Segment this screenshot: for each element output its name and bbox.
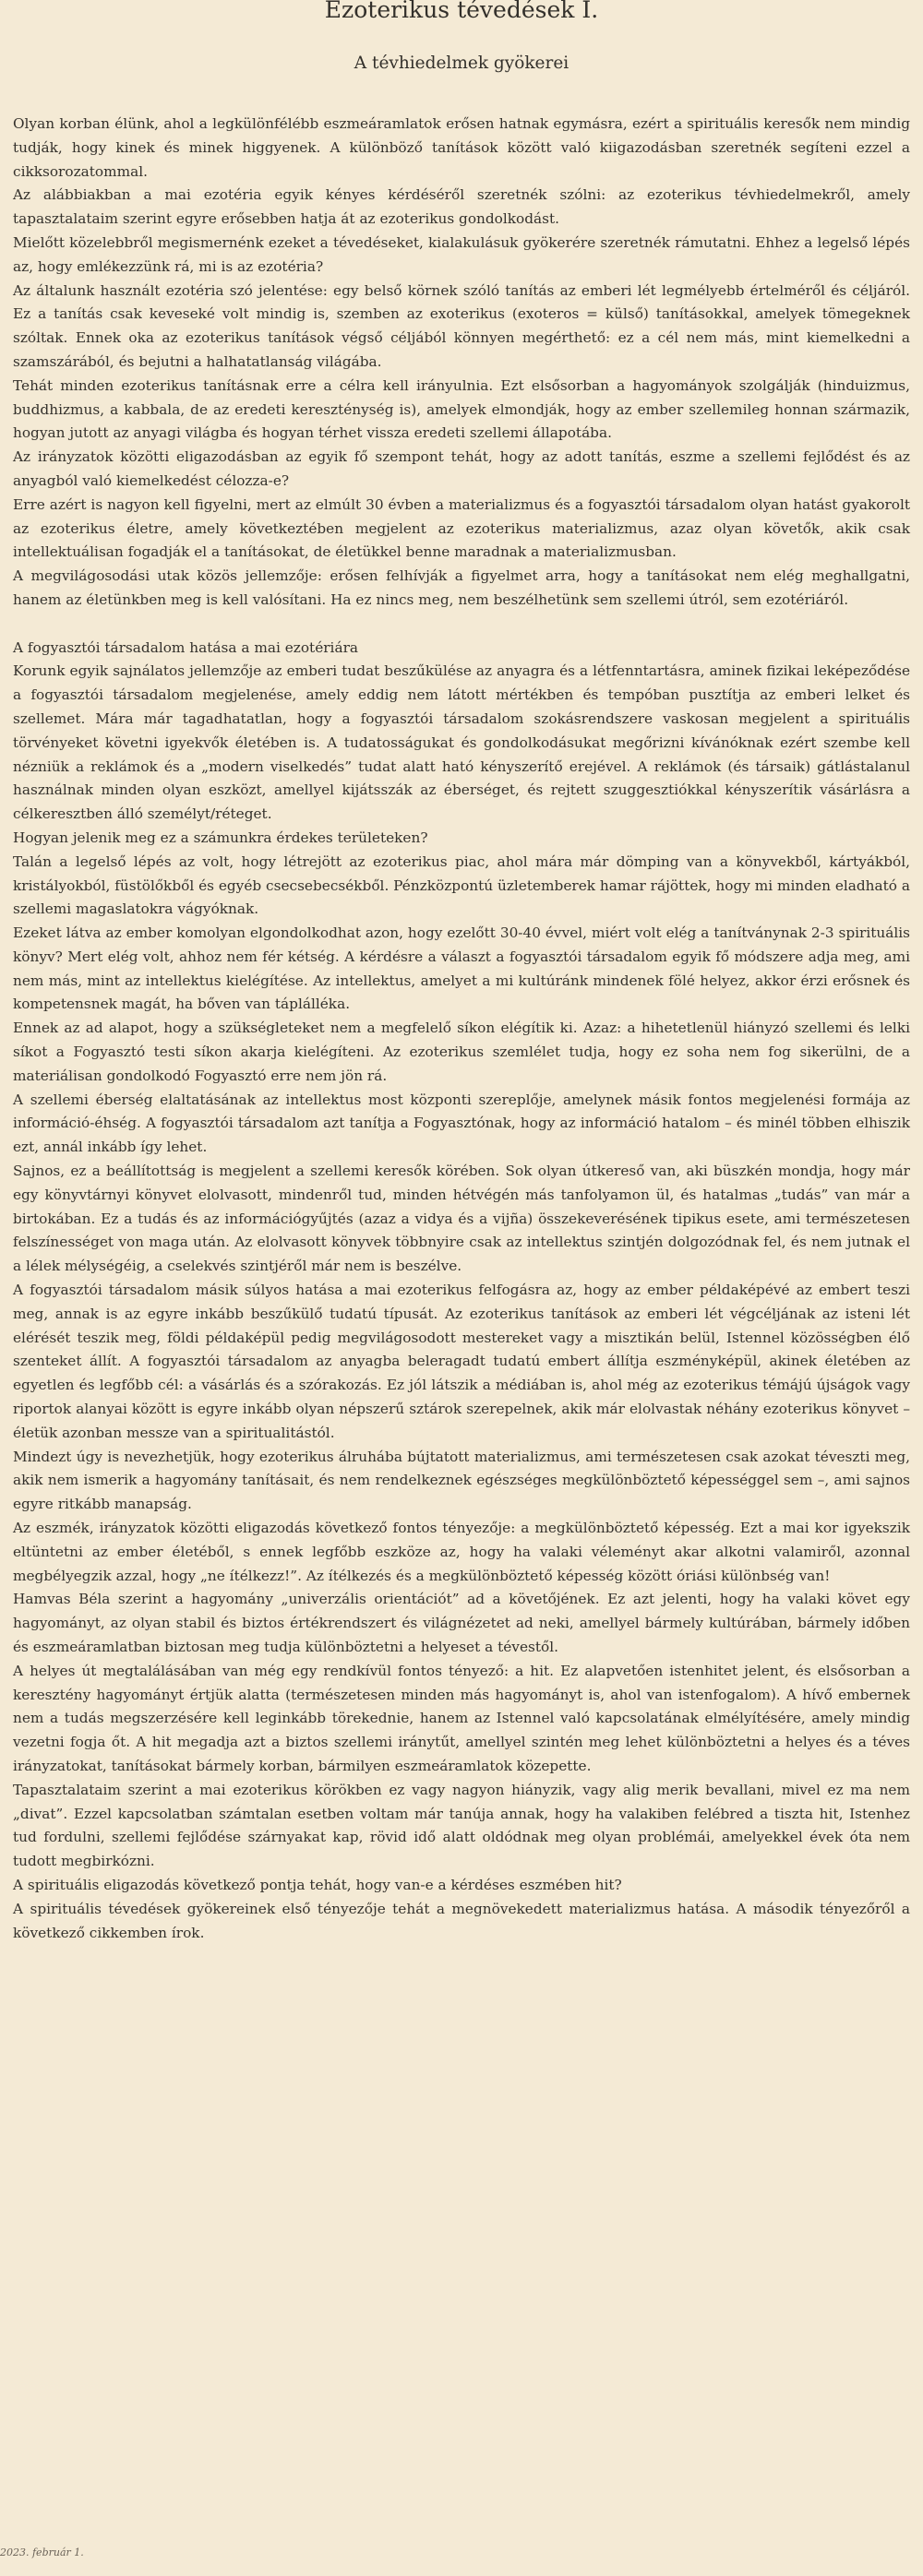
paragraph: A helyes út megtalálásában van még egy rendkívül fontos tényező: a hit. Ez alapvetően istenhitet jelent, és elsősorban a keresztény hagyományt értjük alatta (természetesen minden más hagyományt is, ahol van istenfogalom). A hívő embernek nem a tudás megszerzésére kell leginkább törekednie, hanem az Istennel való kapcsolatának elmélyítésére, amely mindig vezetni fogja őt. A hit megadja azt a biztos szellemi iránytűt, amellyel szintén meg lehet különböztetni a helyes és a téves irányzatokat, tanításokat bármely korban, bármilyen eszmeáramlatok közepette. [13,1662,910,1774]
paragraph: Ezeket látva az ember komolyan elgondolkodhat azon, hogy ezelőtt 30-40 évvel, miért volt elég a tanítványnak 2-3 spirituális könyv? Mert elég volt, ahhoz nem fér kétség. A kérdésre a választ a fogyasztói társadalom egyik fő módszere adja meg, ami nem más, mint az intellektus kielégítése. Az intellektus, amelyet a mi kultúránk mindenek fölé helyez, akkor érzi erősnek és kompetensnek magát, ha bőven van táplálléka. [13,924,910,1013]
paragraph: A spirituális eligazodás következő pontja tehát, hogy van-e a kérdéses eszmében hit? [13,1876,622,1893]
page-subtitle: A tévhiedelmek gyökerei [354,54,569,73]
paragraph: Olyan korban élünk, ahol a legkülönfélébb eszmeáramlatok erősen hatnak egymásra, ezért a spirituális keresők nem mindig tudják, hogy kinek és minek higgyenek. A különböző tanítások között való kiigazodásban szeretnék segíteni ezzel a cikksorozatommal. [13,115,910,180]
paragraph: Talán a legelső lépés az volt, hogy létrejött az ezoterikus piac, ahol mára már dömping van a könyvekből, kártyákból, kristályokból, füstölőkből és egyéb csecsebecsékből. Pénzközpontú üzletemberek hamar rájöttek, hogy mi minden eladható a szellemi magaslatokra vágyóknak. [13,853,910,918]
paragraph: Az irányzatok közötti eligazodásban az egyik fő szempont tehát, hogy az adott tanítás, eszme a szellemi fejlődést és az anyagból való kiemelkedést célozza-e? [13,448,910,489]
paragraph: Mindezt úgy is nevezhetjük, hogy ezoterikus álruhába bújtatott materializmus, ami természetesen csak azokat téveszti meg, akik nem ismerik a hagyomány tanításait, és nem rendelkeznek egészséges megkülönböztető képességgel sem –, ami sajnos egyre ritkább manapság. [13,1448,910,1513]
paragraph: Az általunk használt ezotéria szó jelentése: egy belső körnek szóló tanítás az emberi lét legmélyebb értelméről és céljáról. Ez a tanítás csak keveseké volt mindig is, szemben az exoterikus (exoteros = külső) tanításokkal, amelyek tömegeknek szóltak. Ennek oka az ezoterikus tanítások végső céljából könnyen megérthető: ez a cél nem más, mint kiemelkedni a szamszárából, és bejutni a halhatatlanság világába. [13,281,910,370]
paragraph: A megvilágosodási utak közös jellemzője: erősen felhívják a figyelmet arra, hogy a tanításokat nem elég meghallgatni, hanem az életünkben meg is kell valósítani. Ha ez nincs meg, nem beszélhetünk sem szellemi útról, sem ezotériáról. [13,567,910,608]
paragraph: Hogyan jelenik meg ez a számunkra érdekes területeken? [13,829,428,846]
paragraph: Az alábbiakban a mai ezotéria egyik kényes kérdéséről szeretnék szólni: az ezoterikus tévhiedelmekről, amely tapasztalataim szerint egyre erősebben hatja át az ezoterikus gondolkodást. [13,186,910,228]
paragraph: A spirituális tévedések gyökereinek első tényezője tehát a megnövekedett materializmus hatása. A második tényezőről a következő cikkemben írok. [13,1900,910,1941]
paragraph: Mielőtt közelebbről megismernénk ezeket a tévedéseket, kialakulásuk gyökerére szeretnék rámutatni. Ehhez a legelső lépés az, hogy emlékezzünk rá, mi is az ezotéria? [13,233,910,275]
publish-date: 2023. február 1. [0,2546,84,2558]
section-heading: A fogyasztói társadalom hatása a mai ezotériára [13,638,358,656]
article-body [13,113,910,1945]
paragraph: Tehát minden ezoterikus tanításnak erre a célra kell irányulnia. Ezt elsősorban a hagyományok szolgálják (hinduizmus, buddhizmus, a kabbala, de az eredeti kereszténység is), amelyek elmondják, hogy az ember szellemileg honnan származik, hogyan jutott az anyagi világba és hogyan térhet vissza eredeti szellemi állapotába. [13,376,910,442]
paragraph: A szellemi éberség elaltatásának az intellektus most központi szereplője, amelynek másik fontos megjelenési formája az információ-éhség. A fogyasztói társadalom azt tanítja a Fogyasztónak, hogy az információ hatalom – és minél többen elhiszik ezt, annál inkább így lehet. [13,1091,910,1156]
page-title: Ezoterikus tévedések I. [324,0,599,23]
paragraph: Ennek az ad alapot, hogy a szükségleteket nem a megfelelő síkon elégítik ki. Azaz: a hihetetlenül hiányzó szellemi és lelki síkot a Fogyasztó testi síkon akarja kielégíteni. Az ezoterikus szemlélet tudja, hogy ez soha nem fog sikerülni, de a materiálisan gondolkodó Fogyasztó erre nem jön rá. [13,1020,910,1084]
paragraph: Tapasztalataim szerint a mai ezoterikus körökben ez vagy nagyon hiányzik, vagy alig merik bevallani, mivel ez ma nem „divat”. Ezzel kapcsolatban számtalan esetben voltam már tanúja annak, hogy ha valakiben felébred a tiszta hit, Istenhez tud fordulni, szellemi fejlődése szárnyakat kap, rövid idő alatt oldódnak meg olyan problémái, amelyekkel évek óta nem tudott megbirkózni. [13,1781,910,1870]
section-spacer [13,613,910,637]
paragraph: Korunk egyik sajnálatos jellemzője az emberi tudat beszűkülése az anyagra és a létfenntartásra, aminek fizikai leképeződése a fogyasztói társadalom megjelenése, amely eddig nem látott mértékben és tempóban pusztítja az emberi lelket és szellemet. Mára már tagadhatatlan, hogy a fogyasztói társadalom szokásrendszere vaskosan megjelent a spirituális törvényeket követni igyekvők életében is. A tudatosságukat és gondolkodásukat megőrizni kívánóknak ezért szembe kell nézniük a reklámok és a „modern viselkedés” tudat alatt ható kényszerítő erejével. A reklámok (és társaik) gátlástalanul használnak minden olyan eszközt, amellyel kijátsszák az éberséget, és rejtett szuggesztiókkal kényszerítik vásárlásra a célkeresztben álló személyt/réteget. [13,662,910,823]
paragraph: Az eszmék, irányzatok közötti eligazodás következő fontos tényezője: a megkülönböztető képesség. Ezt a mai kor igyekszik eltüntetni az ember életéből, s ennek legfőbb eszköze az, hogy ha valaki véleményt akar alkotni valamiről, azonnal megbélyegzik azzal, hogy „ne ítélkezz!”. Az ítélkezés és a megkülönböztető képesség között óriási különbség van! [13,1520,910,1584]
paragraph: Erre azért is nagyon kell figyelni, mert az elmúlt 30 évben a materializmus és a fogyasztói társadalom olyan hatást gyakorolt az ezoterikus életre, amely következtében megjelent az ezoterikus materializmus, azaz olyan követők, akik csak intellektuálisan fogadják el a tanításokat, de életükkel benne maradnak a materializmusban. [13,495,910,561]
paragraph: Sajnos, ez a beállítottság is megjelent a szellemi keresők körében. Sok olyan útkereső van, aki büszkén mondja, hogy már egy könyvtárnyi könyvet elolvasott, mindenről tud, minden hétvégén más tanfolyamon ül, és hatalmas „tudás” van már a birtokában. Ez a tudás és az információgyűjtés (azaz a vidya és a vijña) összekeverésének tipikus esete, ami természetesen felszínességet von maga után. Az elolvasott könyvek többnyire csak az intellektus szintjén dolgozódnak fel, és nem jutnak el a lélek mélységéig, a cselekvés szintjéről már nem is beszélve. [13,1163,910,1275]
paragraph: A fogyasztói társadalom másik súlyos hatása a mai ezoterikus felfogásra az, hogy az ember példaképévé az embert teszi meg, annak is az egyre inkább beszűkülő tudatú típusát. Az ezoterikus tanítások az emberi lét végcéljának az isteni lét elérését teszik meg, földi példaképül pedig megvilágosodott mestereket vagy a misztikán belül, Istennel közösségben élő szenteket állít. A fogyasztói társadalom az anyagba beleragadt tudatú embert állítja eszményképül, akinek életében az egyetlen és legfőbb cél: a vásárlás és a szórakozás. Ez jól látszik a médiában is, ahol még az ezoterikus témájú újságok vagy riportok alanyai között is egyre inkább olyan népszerű sztárok szerepelnek, akik már elolvastak néhány ezoterikus könyvet – életük azonban messze van a spiritualitástól. [13,1282,910,1441]
paragraph: Hamvas Béla szerint a hagyomány „univerzális orientációt” ad a követőjének. Ez azt jelenti, hogy ha valaki követ egy hagyományt, az olyan stabil és biztos értékrendszert és világnézetet ad neki, amellyel bármely kultúrában, bármely időben és eszmeáramlatban biztosan meg tudja különböztetni a helyeset a tévestől. [13,1591,910,1655]
